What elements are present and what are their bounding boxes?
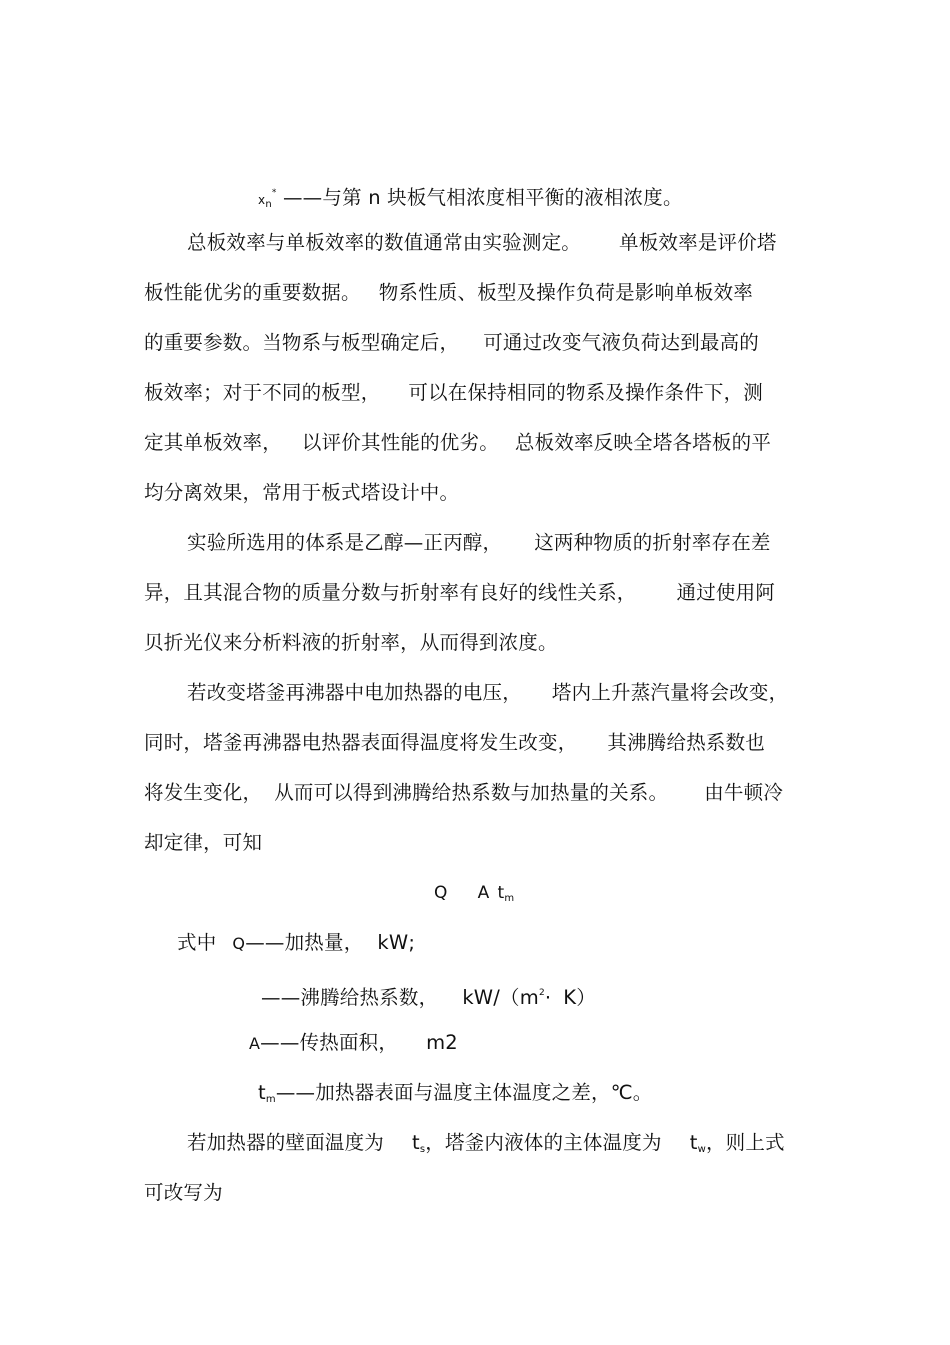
symbol-x-sub: n bbox=[265, 199, 272, 210]
p1-line5 bbox=[144, 430, 771, 456]
def-a-sym: A bbox=[249, 1034, 261, 1053]
def-a-text: ——传热面积， bbox=[260, 1031, 399, 1054]
p4-ts: t bbox=[412, 1131, 420, 1154]
def-alpha-unit-b: · bbox=[544, 986, 552, 1009]
text: ，塔釜内液体的主体温度为 bbox=[425, 1131, 662, 1154]
p4-tw: t bbox=[689, 1131, 698, 1154]
def-alpha-text: ——沸腾给热系数， bbox=[261, 986, 439, 1009]
text: 将发生变化， bbox=[144, 781, 263, 804]
def-q bbox=[177, 930, 415, 957]
def-q-unit: kW; bbox=[377, 931, 416, 954]
def-t-sub: m bbox=[265, 1094, 276, 1105]
p4-line1 bbox=[187, 1130, 785, 1163]
def-alpha-unit-c: K） bbox=[563, 986, 596, 1009]
formula-a: A bbox=[477, 883, 490, 903]
def-alpha-unit-sup: 2 bbox=[538, 988, 545, 998]
p4-line2 bbox=[144, 1180, 223, 1206]
text: 从而可以得到沸腾给热系数与加热量的关系。 bbox=[274, 781, 669, 804]
def-q-text: ——加热量， bbox=[245, 931, 364, 954]
text: 却定律，可知 bbox=[144, 831, 263, 854]
text: 的重要参数。当物系与板型确定后， bbox=[144, 331, 460, 354]
def-alpha-unit-a: kW/（m bbox=[462, 986, 539, 1009]
text: 定其单板效率， bbox=[144, 431, 282, 454]
p4-tw-sub: w bbox=[697, 1144, 706, 1155]
text: 这两种物质的折射率存在差 bbox=[534, 531, 771, 554]
text: 总板效率反映全塔各塔板的平 bbox=[514, 431, 772, 454]
symbol-x: x bbox=[258, 193, 266, 207]
text: 物系性质、板型及操作负荷是影响单板效率 bbox=[378, 281, 754, 304]
p4-ts-sub: s bbox=[419, 1144, 426, 1155]
p2-line2 bbox=[144, 580, 775, 606]
text: 若加热器的壁面温度为 bbox=[187, 1131, 385, 1154]
p2-line1 bbox=[187, 530, 771, 556]
def-alpha bbox=[261, 980, 596, 1011]
p3-line3 bbox=[144, 780, 783, 806]
text: 可通过改变气液负荷达到最高的 bbox=[483, 331, 760, 354]
header-definition bbox=[258, 180, 683, 218]
text: 可改写为 bbox=[144, 1181, 223, 1204]
text: 以评价其性能的优劣。 bbox=[301, 431, 499, 454]
text: 均分离效果，常用于板式塔设计中。 bbox=[144, 481, 460, 504]
p3-line4 bbox=[144, 830, 262, 856]
text: 若改变塔釜再沸器中电加热器的电压， bbox=[187, 681, 522, 704]
def-a bbox=[249, 1030, 458, 1057]
def-t-text: ——加热器表面与温度主体温度之差，℃。 bbox=[275, 1081, 653, 1104]
text: 板性能优劣的重要数据。 bbox=[144, 281, 361, 304]
formula-t-sub: m bbox=[504, 893, 515, 904]
def-q-sym: Q bbox=[232, 934, 246, 953]
p1-line6 bbox=[144, 480, 459, 506]
text: 可以在保持相同的物系及操作条件下，测 bbox=[408, 381, 764, 404]
text: 板效率；对于不同的板型， bbox=[144, 381, 381, 404]
p1-line1 bbox=[187, 230, 777, 256]
text: 通过使用阿 bbox=[676, 581, 776, 604]
def-a-unit: m2 bbox=[426, 1031, 458, 1054]
text: 同时，塔釜再沸器电热器表面得温度将发生改变， bbox=[144, 731, 578, 754]
text: 单板效率是评价塔 bbox=[619, 231, 777, 254]
text: ，则上式 bbox=[705, 1131, 785, 1154]
text: 总板效率与单板效率的数值通常由实验测定。 bbox=[187, 231, 582, 254]
def-t-sym: t bbox=[258, 1081, 266, 1104]
text: 贝折光仪来分析料液的折射率，从而得到浓度。 bbox=[144, 631, 558, 654]
formula-q: Q bbox=[434, 883, 448, 903]
p1-line2 bbox=[144, 280, 753, 306]
text: 异，且其混合物的质量分数与折射率有良好的线性关系， bbox=[144, 581, 637, 604]
symbol-x-sup: * bbox=[271, 188, 277, 198]
text: 其沸腾给热系数也 bbox=[607, 731, 766, 754]
def-t bbox=[258, 1080, 653, 1113]
formula bbox=[434, 880, 514, 912]
text: 塔内上升蒸汽量将会改变， bbox=[551, 681, 789, 704]
p3-line1 bbox=[187, 680, 788, 706]
p2-line3 bbox=[144, 630, 558, 656]
p1-line3 bbox=[144, 330, 759, 356]
def-lead: 式中 bbox=[177, 931, 217, 954]
p3-line2 bbox=[144, 730, 765, 756]
formula-t: t bbox=[497, 883, 505, 903]
text: 由牛顿冷 bbox=[704, 781, 784, 804]
p1-line4 bbox=[144, 380, 763, 406]
header-def-text1: ——与第 bbox=[282, 186, 362, 209]
header-def-text2: 块板气相浓度相平衡的液相浓度。 bbox=[387, 186, 683, 209]
header-def-n: n bbox=[368, 186, 381, 209]
text: 实验所选用的体系是乙醇—正丙醇， bbox=[187, 531, 503, 554]
